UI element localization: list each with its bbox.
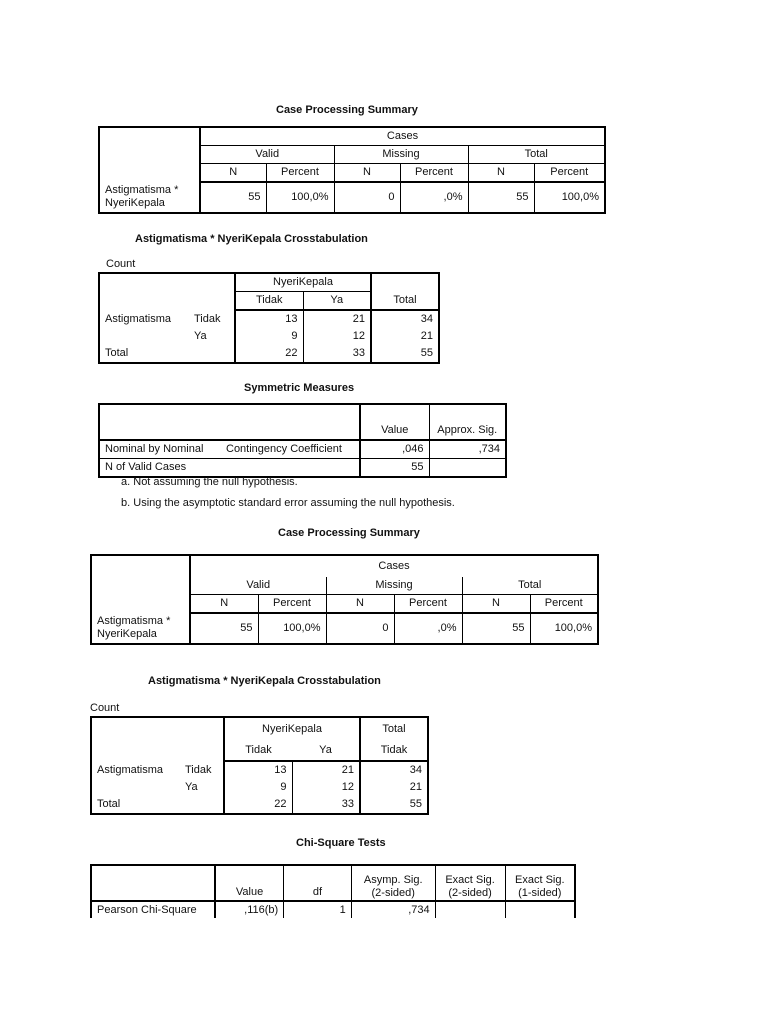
cell: ,046	[360, 440, 429, 459]
footnote-mark: a.	[121, 476, 131, 488]
cell: 100,0%	[258, 613, 326, 644]
cell: 33	[303, 345, 371, 363]
valid-header: Valid	[200, 146, 334, 164]
crosstab-title: Astigmatisma * NyeriKepala Crosstabulation	[148, 675, 381, 687]
cases-header: Cases	[200, 127, 605, 146]
corner-cell	[91, 717, 224, 761]
missing-header: Missing	[334, 146, 468, 164]
corner-cell	[99, 422, 360, 440]
cases-header: Cases	[190, 555, 598, 577]
cell: 55	[371, 345, 439, 363]
header-spacer	[360, 404, 429, 422]
col-header: N	[462, 595, 530, 614]
row-label: Astigmatisma	[99, 310, 189, 328]
crosstab-table	[90, 716, 429, 815]
cell: 55	[190, 613, 258, 644]
row-label	[91, 613, 190, 644]
corner-cell	[91, 555, 190, 613]
col-header	[505, 865, 575, 901]
col-header: N	[326, 595, 394, 614]
corner-cell	[91, 865, 215, 901]
cell: 55	[200, 182, 266, 213]
col-header: Percent	[534, 164, 605, 183]
cell	[435, 901, 505, 918]
col-header	[351, 865, 435, 901]
footnote-text: Using the asymptotic standard error assuming the null hypothesis.	[133, 497, 455, 509]
col-header-line: Exact Sig.	[445, 874, 495, 886]
row-sublabel	[180, 796, 224, 814]
col-header-line: Asymp. Sig.	[363, 874, 423, 886]
row-label	[99, 328, 189, 345]
corner-cell	[99, 127, 200, 182]
row-label: Total	[99, 345, 189, 363]
cell: 0	[334, 182, 400, 213]
col-header: N	[468, 164, 534, 183]
col-header: Total	[371, 292, 439, 311]
cell: 21	[352, 313, 365, 325]
total-header: Total	[468, 146, 605, 164]
row-label-line: NyeriKepala	[97, 628, 157, 640]
chi-square-title: Chi-Square Tests	[296, 837, 386, 849]
row-label: Total	[91, 796, 180, 814]
cell: 55	[468, 182, 534, 213]
cell: 13	[224, 761, 292, 779]
col-header: Value	[360, 422, 429, 440]
cell: 100,0%	[266, 182, 334, 213]
cell: 21	[341, 764, 354, 776]
crosstab-table	[98, 272, 440, 364]
col-header	[435, 865, 505, 901]
case-processing-summary-title: Case Processing Summary	[278, 527, 420, 539]
cell	[429, 459, 506, 478]
cell: 100,0%	[530, 613, 598, 644]
col-header: Percent	[266, 164, 334, 183]
cell: 12	[352, 330, 365, 342]
footnote-mark: b.	[121, 497, 131, 509]
col-header-line: (2-sided)	[371, 887, 415, 899]
col-header: Tidak	[224, 740, 292, 761]
col-header: Percent	[258, 595, 326, 614]
cell: 0	[326, 613, 394, 644]
corner-cell	[99, 404, 360, 422]
row-label	[99, 182, 200, 213]
row-label: N of Valid Cases	[99, 459, 360, 478]
case-processing-summary-title: Case Processing Summary	[276, 104, 418, 116]
cell: 1	[284, 901, 352, 918]
row-label-line: NyeriKepala	[105, 197, 165, 209]
row-label: Nominal by Nominal	[99, 440, 221, 459]
cell: 100,0%	[534, 182, 605, 213]
row-label: Astigmatisma	[91, 761, 180, 779]
col-header: N	[200, 164, 266, 183]
cell: 55	[462, 613, 530, 644]
row-sublabel: Contingency Coefficient	[221, 440, 360, 459]
crosstab-title: Astigmatisma * NyeriKepala Crosstabulation	[135, 233, 368, 245]
row-label-line: Astigmatisma *	[97, 615, 171, 627]
total-header: Total	[360, 717, 428, 740]
header-spacer	[429, 404, 506, 422]
row-label	[91, 779, 180, 796]
col-header: Percent	[400, 164, 468, 183]
cell: ,734	[351, 901, 435, 918]
count-label: Count	[106, 258, 136, 270]
cell: ,116(b)	[215, 901, 284, 918]
cell	[505, 901, 575, 918]
cell: 55	[360, 459, 429, 478]
cell: 13	[235, 310, 303, 328]
footnote-text: Not assuming the null hypothesis.	[133, 476, 298, 488]
col-header-line: (2-sided)	[448, 887, 492, 899]
cell: 33	[292, 796, 360, 814]
cell: ,0%	[394, 613, 462, 644]
cell: ,0%	[400, 182, 468, 213]
row-label: Pearson Chi-Square	[91, 901, 215, 918]
count-label: Count	[90, 702, 120, 714]
chi-square-table-clip	[90, 864, 576, 918]
cell: 55	[360, 796, 428, 814]
nyerikepala-header: NyeriKepala	[235, 273, 371, 292]
col-header: Approx. Sig.	[429, 422, 506, 440]
valid-header: Valid	[190, 577, 326, 595]
row-sublabel: Tidak	[180, 761, 224, 779]
cell: 21	[371, 328, 439, 345]
col-header-line: (1-sided)	[518, 887, 562, 899]
cell: 34	[371, 310, 439, 328]
row-sublabel	[189, 345, 235, 363]
cell: 12	[341, 781, 354, 793]
cell: 9	[224, 779, 292, 796]
chi-square-table	[90, 864, 576, 918]
col-header: N	[190, 595, 258, 614]
cell: 9	[235, 328, 303, 345]
row-sublabel: Ya	[180, 779, 224, 796]
cell: 21	[360, 779, 428, 796]
case-processing-summary-table	[98, 126, 606, 214]
row-sublabel: Tidak	[189, 310, 235, 328]
col-header-line: Exact Sig.	[515, 874, 565, 886]
cell: 22	[224, 796, 292, 814]
case-processing-summary-table	[90, 554, 599, 645]
col-header: Ya	[303, 292, 371, 311]
nyerikepala-header: NyeriKepala	[224, 717, 360, 740]
row-sublabel: Ya	[189, 328, 235, 345]
total-header: Total	[462, 577, 598, 595]
symmetric-measures-title: Symmetric Measures	[244, 382, 355, 394]
col-header: Tidak	[235, 292, 303, 311]
col-header: Percent	[394, 595, 462, 614]
corner-cell	[99, 273, 235, 310]
col-header: df	[284, 865, 352, 901]
missing-header: Missing	[326, 577, 462, 595]
cell: 34	[360, 761, 428, 779]
col-header: Percent	[530, 595, 598, 614]
symmetric-measures-table	[98, 403, 507, 478]
total-header-spacer	[371, 273, 439, 292]
col-header: Value	[215, 865, 284, 901]
footnote-a	[121, 476, 298, 488]
row-label-line: Astigmatisma *	[105, 184, 179, 196]
cell: 22	[235, 345, 303, 363]
footnote-b	[121, 497, 455, 509]
cell: ,734	[429, 440, 506, 459]
col-header: Tidak	[360, 740, 428, 761]
col-header: N	[334, 164, 400, 183]
col-header: Ya	[292, 740, 360, 761]
